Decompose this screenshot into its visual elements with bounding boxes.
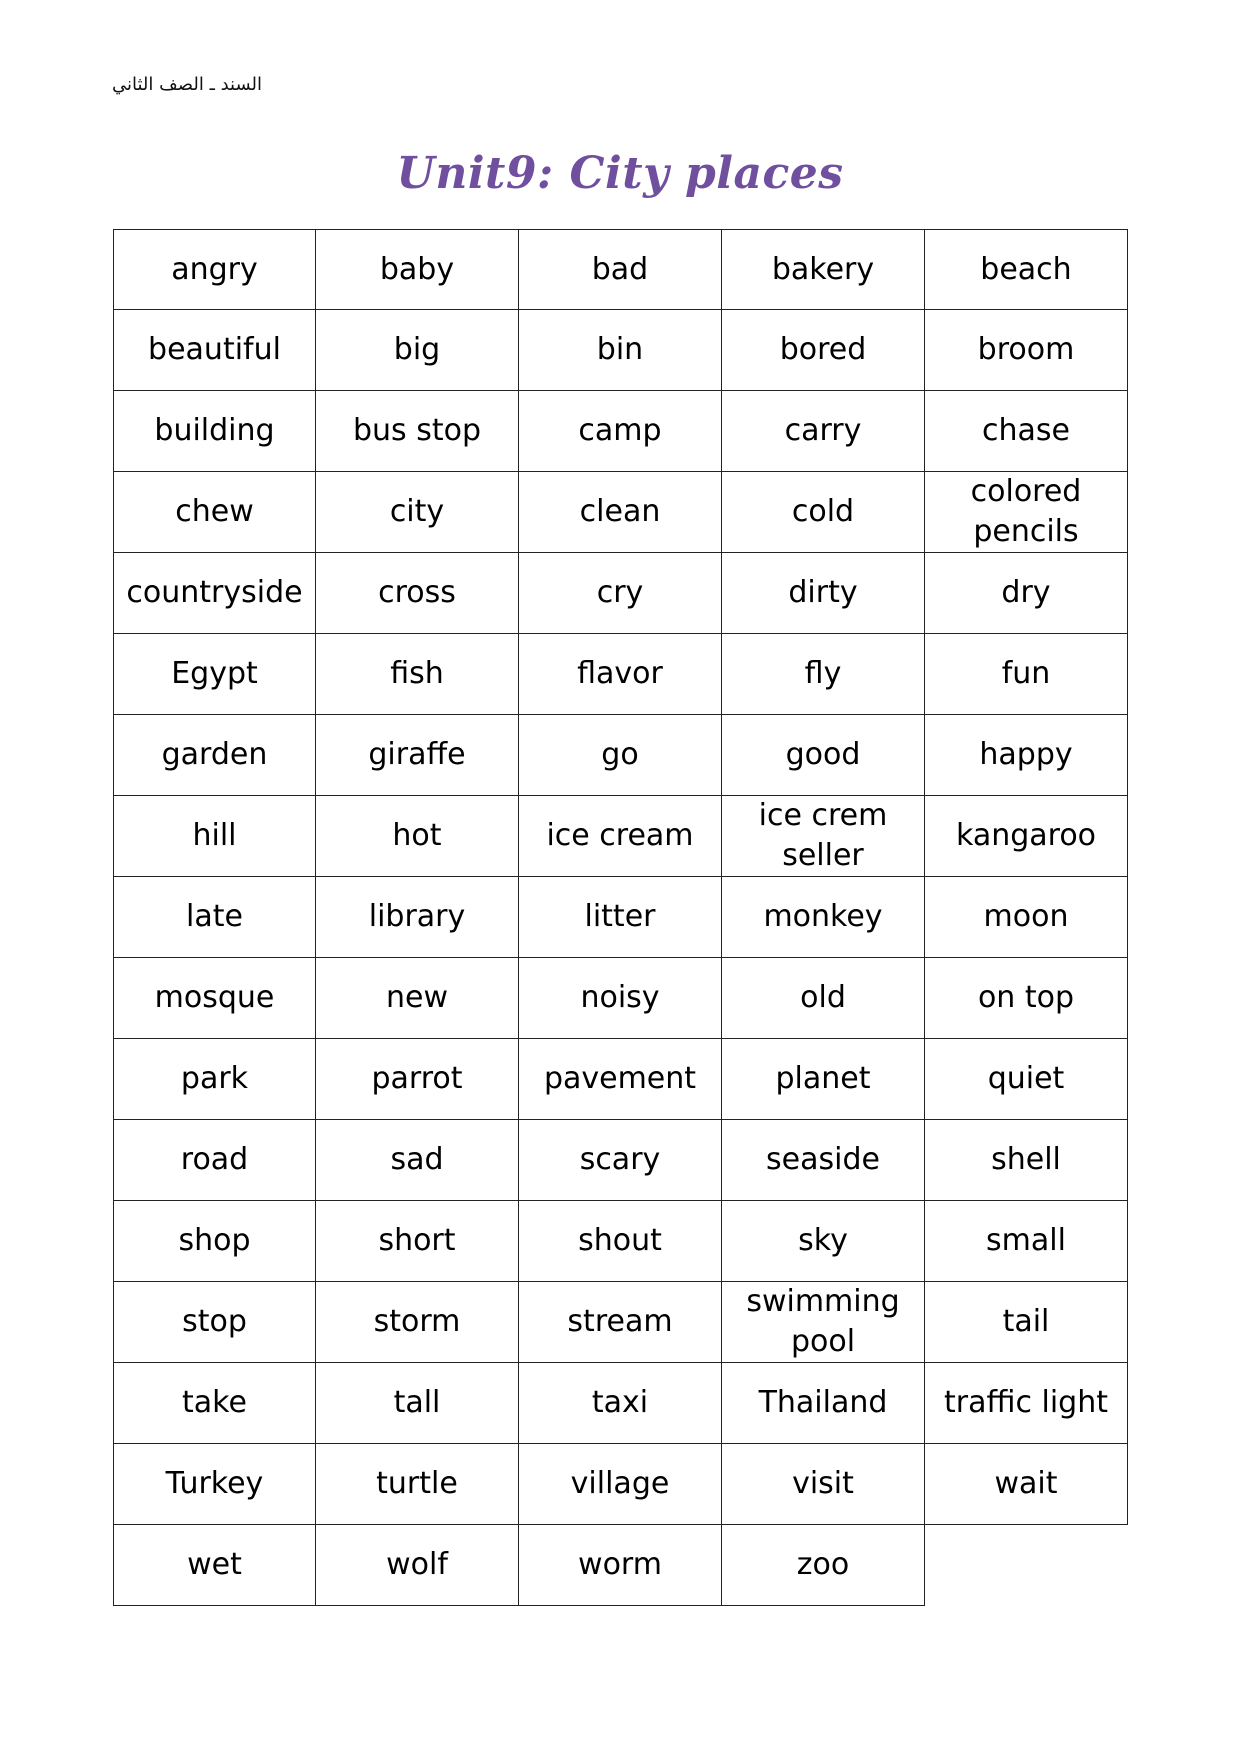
word-cell: pavement <box>519 1039 722 1120</box>
word-cell: short <box>316 1201 519 1282</box>
word-cell: beach <box>925 229 1128 310</box>
word-cell: fly <box>722 634 925 715</box>
word-cell: clean <box>519 472 722 553</box>
word-cell: Turkey <box>113 1444 316 1525</box>
word-cell: zoo <box>722 1525 925 1606</box>
word-cell: turtle <box>316 1444 519 1525</box>
word-table <box>113 229 1128 1606</box>
word-cell: stream <box>519 1282 722 1363</box>
word-cell: good <box>722 715 925 796</box>
word-cell: village <box>519 1444 722 1525</box>
word-cell: fun <box>925 634 1128 715</box>
word-cell: countryside <box>113 553 316 634</box>
word-cell: building <box>113 391 316 472</box>
word-cell: bored <box>722 310 925 391</box>
word-cell: baby <box>316 229 519 310</box>
word-cell: worm <box>519 1525 722 1606</box>
word-cell: bus stop <box>316 391 519 472</box>
word-cell: big <box>316 310 519 391</box>
word-cell: library <box>316 877 519 958</box>
word-cell: chew <box>113 472 316 553</box>
word-cell: bin <box>519 310 722 391</box>
word-cell: hill <box>113 796 316 877</box>
word-cell: on top <box>925 958 1128 1039</box>
word-cell: hot <box>316 796 519 877</box>
word-cell: Thailand <box>722 1363 925 1444</box>
word-cell: small <box>925 1201 1128 1282</box>
word-cell: dry <box>925 553 1128 634</box>
word-cell: ice cream <box>519 796 722 877</box>
word-cell: mosque <box>113 958 316 1039</box>
word-cell: Egypt <box>113 634 316 715</box>
word-cell: bakery <box>722 229 925 310</box>
word-cell: angry <box>113 229 316 310</box>
word-cell: tail <box>925 1282 1128 1363</box>
word-cell: quiet <box>925 1039 1128 1120</box>
word-cell: taxi <box>519 1363 722 1444</box>
word-cell: cry <box>519 553 722 634</box>
word-cell: cold <box>722 472 925 553</box>
word-cell: parrot <box>316 1039 519 1120</box>
word-cell: fish <box>316 634 519 715</box>
word-cell: happy <box>925 715 1128 796</box>
word-cell: colored pencils <box>925 472 1128 553</box>
word-cell: seaside <box>722 1120 925 1201</box>
word-cell: ice crem seller <box>722 796 925 877</box>
word-cell: storm <box>316 1282 519 1363</box>
header-note: السند ـ الصف الثاني <box>112 74 263 95</box>
word-cell: bad <box>519 229 722 310</box>
word-cell: traffic light <box>925 1363 1128 1444</box>
word-cell: monkey <box>722 877 925 958</box>
word-cell: sad <box>316 1120 519 1201</box>
word-cell: shop <box>113 1201 316 1282</box>
word-cell: flavor <box>519 634 722 715</box>
word-cell: city <box>316 472 519 553</box>
word-cell: wet <box>113 1525 316 1606</box>
page-title: Unit9: City places <box>396 148 844 199</box>
word-cell: garden <box>113 715 316 796</box>
word-cell: wait <box>925 1444 1128 1525</box>
word-cell: litter <box>519 877 722 958</box>
word-cell: beautiful <box>113 310 316 391</box>
word-cell: swimming pool <box>722 1282 925 1363</box>
empty-cell <box>925 1525 1128 1606</box>
word-cell: late <box>113 877 316 958</box>
word-cell: camp <box>519 391 722 472</box>
word-cell: broom <box>925 310 1128 391</box>
word-cell: sky <box>722 1201 925 1282</box>
word-cell: carry <box>722 391 925 472</box>
word-cell: stop <box>113 1282 316 1363</box>
word-cell: go <box>519 715 722 796</box>
word-cell: shell <box>925 1120 1128 1201</box>
word-cell: new <box>316 958 519 1039</box>
word-cell: chase <box>925 391 1128 472</box>
word-cell: kangaroo <box>925 796 1128 877</box>
word-cell: wolf <box>316 1525 519 1606</box>
word-cell: scary <box>519 1120 722 1201</box>
word-cell: park <box>113 1039 316 1120</box>
word-cell: giraffe <box>316 715 519 796</box>
word-cell: take <box>113 1363 316 1444</box>
word-cell: shout <box>519 1201 722 1282</box>
word-cell: visit <box>722 1444 925 1525</box>
word-cell: tall <box>316 1363 519 1444</box>
word-cell: cross <box>316 553 519 634</box>
word-cell: noisy <box>519 958 722 1039</box>
word-cell: dirty <box>722 553 925 634</box>
word-cell: moon <box>925 877 1128 958</box>
word-cell: old <box>722 958 925 1039</box>
word-cell: planet <box>722 1039 925 1120</box>
word-cell: road <box>113 1120 316 1201</box>
